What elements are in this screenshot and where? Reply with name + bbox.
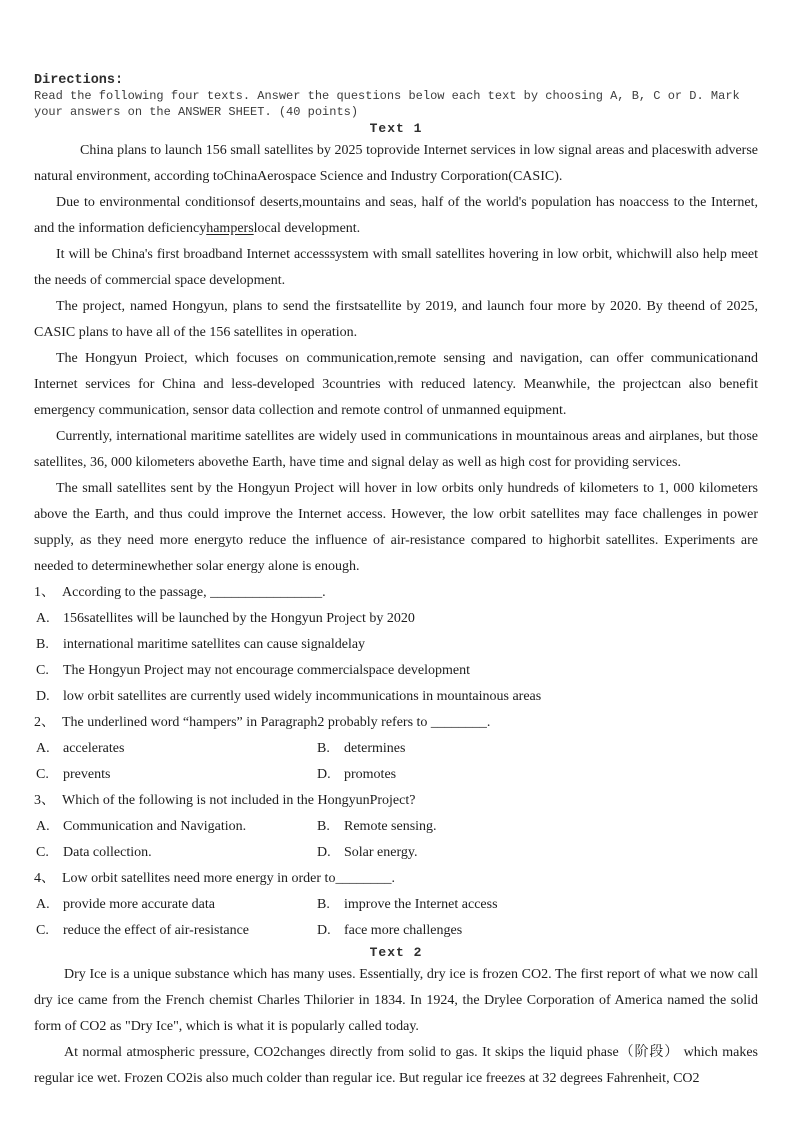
option-letter: B.: [317, 819, 330, 834]
option-text: prevents: [63, 767, 111, 782]
option-letter: C.: [36, 923, 49, 938]
question-1-option-c: [34, 658, 758, 684]
question-4-option-d: [317, 918, 758, 944]
question-1-number: 1、: [34, 585, 55, 600]
question-1: [34, 580, 758, 710]
text1-paragraph-2: [34, 190, 758, 242]
question-2-stem: [34, 710, 758, 736]
question-3-options-row-2: [34, 840, 758, 866]
option-letter: B.: [317, 897, 330, 912]
option-text: Remote sensing.: [344, 819, 437, 834]
option-text: Communication and Navigation.: [63, 819, 247, 834]
option-text: provide more accurate data: [63, 897, 215, 912]
text1-title: Text 1: [369, 121, 423, 136]
question-4-stem: [34, 866, 758, 892]
option-text: accelerates: [63, 741, 125, 756]
question-3-option-c: [36, 840, 317, 866]
question-1-stem-text: According to the passage, ________________.: [62, 585, 326, 600]
question-2-option-a: [36, 736, 317, 762]
question-1-stem: [34, 580, 758, 606]
question-3-options-row-1: [34, 814, 758, 840]
question-3-option-a: [36, 814, 317, 840]
option-text: improve the Internet access: [344, 897, 498, 912]
question-2-options-row-1: [34, 736, 758, 762]
question-4-option-c: [36, 918, 317, 944]
text1-paragraph-6: Currently, international maritime satellites are widely used in communications in mountainous areas and airplanes, but those satellites, 36, 000 kilometers abovethe Earth, have time and signal delay as well as high cost for providing services.: [34, 429, 758, 470]
text2-passage: [34, 962, 758, 1092]
question-4-options-row-1: [34, 892, 758, 918]
question-4-stem-text: Low orbit satellites need more energy in order to________.: [62, 871, 395, 886]
option-letter: A.: [36, 611, 50, 626]
text1-paragraph-3: It will be China's first broadband Internet accesssystem with small satellites hovering in low orbit, whichwill also help meet the needs of commercial space development.: [34, 247, 758, 288]
option-letter: B.: [36, 637, 49, 652]
directions-instruction-line-1: Read the following four texts. Answer the questions below each text by choosing A, B, C or D. Mark: [34, 89, 740, 103]
directions-section: [34, 72, 758, 120]
text1-paragraph-7: The small satellites sent by the Hongyun Project will hover in low orbits only hundreds of kilometers to 1, 000 kilometers above the Earth, and thus could improve the Internet access. However, the low orbit satellites may face challenges in power supply, as they need more energyto reduce the influence of air-resistance compared to highorbit satellites. Experiments are needed to determinewhether solar energy alone is enough.: [34, 481, 758, 574]
option-letter: D.: [317, 845, 331, 860]
text2-title: Text 2: [369, 945, 423, 960]
directions-instruction-line-2: your answers on the ANSWER SHEET. (40 points): [34, 104, 359, 119]
option-letter: D.: [317, 767, 331, 782]
question-3: [34, 788, 758, 866]
text1-paragraph-4: The project, named Hongyun, plans to send the firstsatellite by 2019, and launch four more by 2020. By theend of 2025, CASIC plans to have all of the 156 satellites in operation.: [34, 299, 758, 340]
question-4-option-b: [317, 892, 758, 918]
paragraph-2-after-underline: local development.: [253, 221, 361, 236]
directions-heading: Directions:: [34, 73, 124, 88]
question-4-option-a: [36, 892, 317, 918]
text1-passage: [34, 138, 758, 580]
question-2-option-d: [317, 762, 758, 788]
text2-paragraph-1: Dry Ice is a unique substance which has many uses. Essentially, dry ice is frozen CO2. The first report of what we now call dry ice came from the French chemist Charles Thilorier in 1834. In 1924, the Drylee Corporation of America named the solid form of CO2 as "Dry Ice", which is what it is popularly called today.: [34, 967, 758, 1034]
option-text: face more challenges: [344, 923, 463, 938]
option-text: Solar energy.: [344, 845, 418, 860]
question-3-stem: [34, 788, 758, 814]
option-letter: C.: [36, 663, 49, 678]
option-letter: A.: [36, 897, 50, 912]
option-letter: A.: [36, 741, 50, 756]
question-4-options-row-2: [34, 918, 758, 944]
question-2-options-row-2: [34, 762, 758, 788]
option-text: 156satellites will be launched by the Hongyun Project by 2020: [63, 611, 415, 626]
text1-paragraph-5: The Hongyun Proiect, which focuses on communication,remote sensing and navigation, can offer communicationand Internet services for China and less-developed 3countries with reduced latency. Meanwhile, the projectcan also benefit emergency communication, sensor data collection and remote control of unmanned equipment.: [34, 351, 758, 418]
option-text: determines: [344, 741, 406, 756]
question-2-number: 2、: [34, 715, 55, 730]
text2-paragraph-2: At normal atmospheric pressure, CO2changes directly from solid to gas. It skips the liquid phase（阶段） which makes regular ice wet. Frozen CO2is also much colder than regular ice. But regular ice freezes at 32 degrees Fahrenheit, CO2: [34, 1045, 758, 1086]
question-3-number: 3、: [34, 793, 55, 808]
option-text: Data collection.: [63, 845, 152, 860]
option-letter: D.: [317, 923, 331, 938]
option-letter: B.: [317, 741, 330, 756]
question-2-stem-text: The underlined word “hampers” in Paragraph2 probably refers to ________.: [62, 715, 491, 730]
question-4-number: 4、: [34, 871, 55, 886]
paragraph-2-before-underline: Due to environmental conditionsof deserts,mountains and seas, half of the world's population has noaccess to the Internet, and the information deficiency: [34, 195, 758, 236]
option-letter: D.: [36, 689, 50, 704]
option-text: promotes: [344, 767, 397, 782]
question-2: [34, 710, 758, 788]
option-letter: C.: [36, 767, 49, 782]
text1-paragraph-1: China plans to launch 156 small satellites by 2025 toprovide Internet services in low signal areas and placeswith adverse natural environment, according toChinaAerospace Science and Industry Corporation(CASIC).: [34, 143, 758, 184]
underlined-word-hampers: hampers: [206, 221, 254, 236]
question-2-option-c: [36, 762, 317, 788]
question-2-option-b: [317, 736, 758, 762]
option-letter: A.: [36, 819, 50, 834]
option-text: international maritime satellites can cause signaldelay: [63, 637, 366, 652]
option-text: reduce the effect of air-resistance: [63, 923, 250, 938]
question-3-option-d: [317, 840, 758, 866]
option-text: low orbit satellites are currently used widely incommunications in mountainous areas: [63, 689, 542, 704]
option-letter: C.: [36, 845, 49, 860]
question-4: [34, 866, 758, 944]
question-1-option-b: [34, 632, 758, 658]
option-text: The Hongyun Project may not encourage commercialspace development: [63, 663, 471, 678]
question-3-option-b: [317, 814, 758, 840]
question-3-stem-text: Which of the following is not included in the HongyunProject?: [62, 793, 416, 808]
question-1-option-d: [34, 684, 758, 710]
question-1-option-a: [34, 606, 758, 632]
